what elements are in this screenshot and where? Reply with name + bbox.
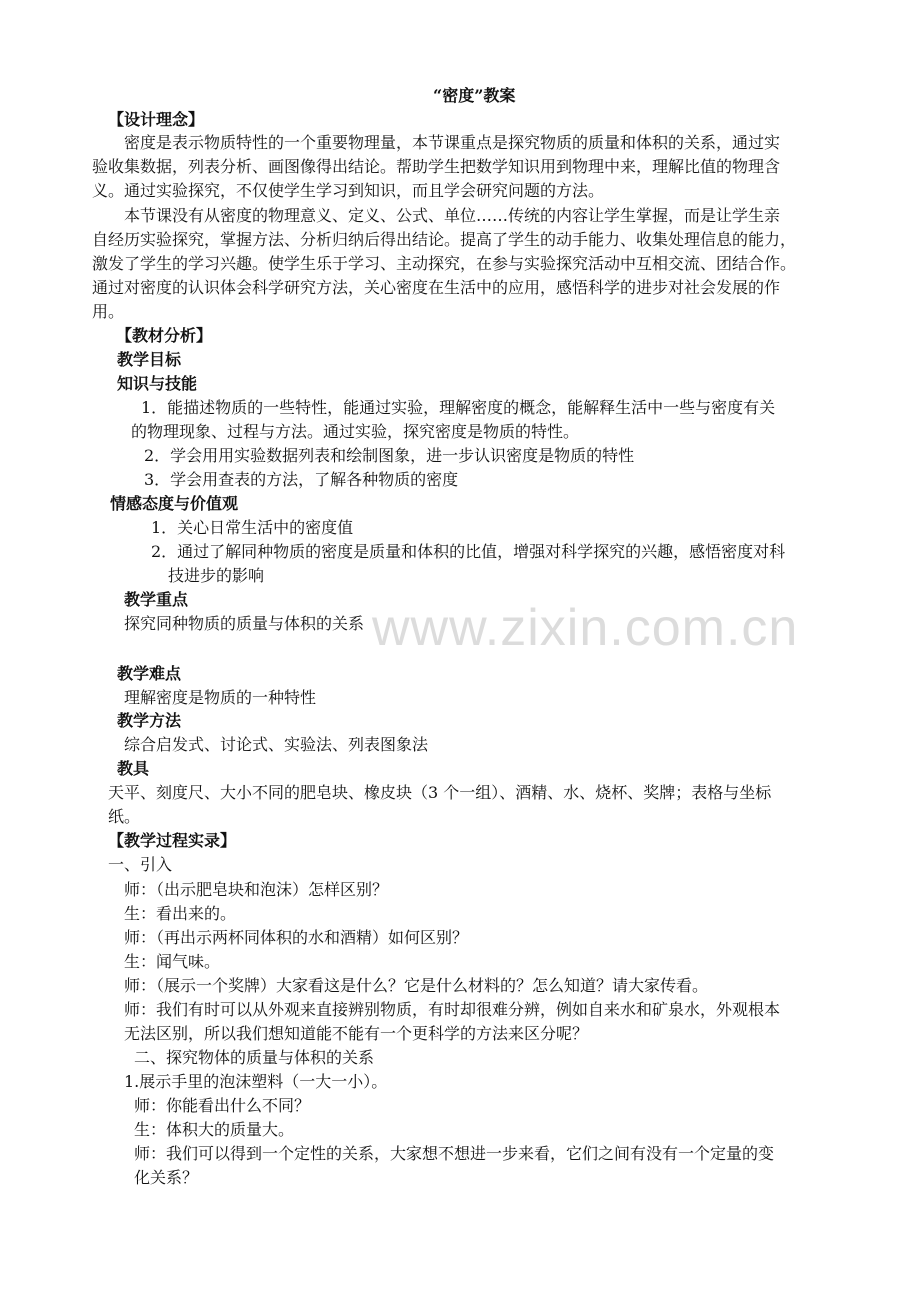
knowledge-item-1-line-2: 的物理现象、过程与方法。通过实验，探究密度是物质的特性。 (131, 422, 580, 441)
dialogue-line-1: 师：（出示肥皂块和泡沫）怎样区别？ (124, 880, 389, 899)
watermark: www.zixin.com.cn (372, 599, 799, 657)
dialogue-line-4: 生：闻气味。 (124, 952, 221, 971)
goals-heading: 教学目标 (117, 350, 182, 369)
dialogue-line-7: 师：你能看出什么不同？ (134, 1096, 311, 1115)
process-part-2: 二、探究物体的质量与体积的关系 (134, 1048, 375, 1067)
knowledge-item-2: 2．学会用用实验数据列表和绘制图象，进一步认识密度是物质的特性 (144, 446, 635, 465)
design-p2-line-3: 激发了学生的学习兴趣。使学生乐于学习、主动探究，在参与实验探究活动中互相交流、团结合作。 (92, 254, 797, 273)
dialogue-line-9-part-2: 化关系？ (134, 1168, 199, 1187)
design-p2-line-4: 通过对密度的认识体会科学研究方法，关心密度在生活中的应用，感悟科学的进步对社会发展的作 (92, 278, 781, 297)
design-p1-line-1: 密度是表示物质特性的一个重要物理量，本节课重点是探究物质的质量和体积的关系，通过实 (124, 133, 781, 152)
difficulty-heading: 教学难点 (117, 664, 182, 683)
dialogue-line-8: 生：体积大的质量大。 (134, 1120, 295, 1139)
design-p1-line-3: 义。通过实验探究，不仅使学生学习到知识，而且学会研究问题的方法。 (92, 181, 605, 200)
dialogue-line-9-part-1: 师：我们可以得到一个定性的关系，大家想不想进一步来看，它们之间有没有一个定量的变 (134, 1144, 775, 1163)
tools-text-line-1: 天平、刻度尺、大小不同的肥皂块、橡皮块（3 个一组）、酒精、水、烧杯、奖牌；表格与坐标 (108, 783, 772, 802)
analysis-heading: 【教材分析】 (116, 326, 213, 345)
dialogue-line-6-part-2: 无法区别，所以我们想知道能不能有一个更科学的方法来区分呢？ (124, 1024, 589, 1043)
dialogue-line-5: 师：（展示一个奖牌）大家看这是什么？它是什么材料的？怎么知道？请大家传看。 (124, 976, 709, 995)
dialogue-line-2: 生：看出来的。 (124, 904, 237, 923)
tools-heading: 教具 (117, 759, 150, 778)
key-point-heading: 教学重点 (124, 590, 189, 609)
process-heading: 【教学过程实录】 (108, 831, 237, 850)
attitude-item-2-line-2: 技进步的影响 (168, 566, 265, 585)
difficulty-text: 理解密度是物质的一种特性 (124, 688, 317, 707)
document-title: “密度”教案 (433, 86, 516, 105)
attitude-heading: 情感态度与价值观 (110, 494, 239, 513)
process-part-1: 一、引入 (108, 855, 173, 874)
design-p2-line-1: 本节课没有从密度的物理意义、定义、公式、单位……传统的内容让学生掌握，而是让学生亲 (124, 206, 781, 225)
knowledge-item-3: 3．学会用查表的方法，了解各种物质的密度 (144, 470, 459, 489)
tools-text-line-2: 纸。 (108, 807, 141, 826)
method-heading: 教学方法 (117, 711, 182, 730)
step-1: 1.展示手里的泡沫塑料（一大一小）。 (124, 1072, 388, 1091)
attitude-item-2-line-1: 2．通过了解同种物质的密度是质量和体积的比值，增强对科学探究的兴趣，感悟密度对科 (151, 542, 786, 561)
knowledge-heading: 知识与技能 (117, 374, 198, 393)
design-p2-line-2: 自经历实验探究，掌握方法、分析归纳后得出结论。提高了学生的动手能力、收集处理信息的能力， (92, 230, 797, 249)
method-text: 综合启发式、讨论式、实验法、列表图象法 (124, 735, 429, 754)
design-heading: 【设计理念】 (108, 110, 205, 129)
knowledge-item-1-line-1: 1．能描述物质的一些特性，能通过实验，理解密度的概念，能解释生活中一些与密度有关 (141, 398, 776, 417)
design-p2-line-5: 用。 (92, 302, 125, 321)
key-point-text: 探究同种物质的质量与体积的关系 (124, 614, 365, 633)
dialogue-line-3: 师：（再出示两杯同体积的水和酒精）如何区别？ (124, 928, 469, 947)
design-p1-line-2: 验收集数据，列表分析、画图像得出结论。帮助学生把数学知识用到物理中来，理解比值的物理含 (92, 157, 781, 176)
attitude-item-1: 1．关心日常生活中的密度值 (151, 518, 354, 537)
dialogue-line-6-part-1: 师：我们有时可以从外观来直接辨别物质，有时却很难分辨，例如自来水和矿泉水，外观根本 (124, 1000, 781, 1019)
